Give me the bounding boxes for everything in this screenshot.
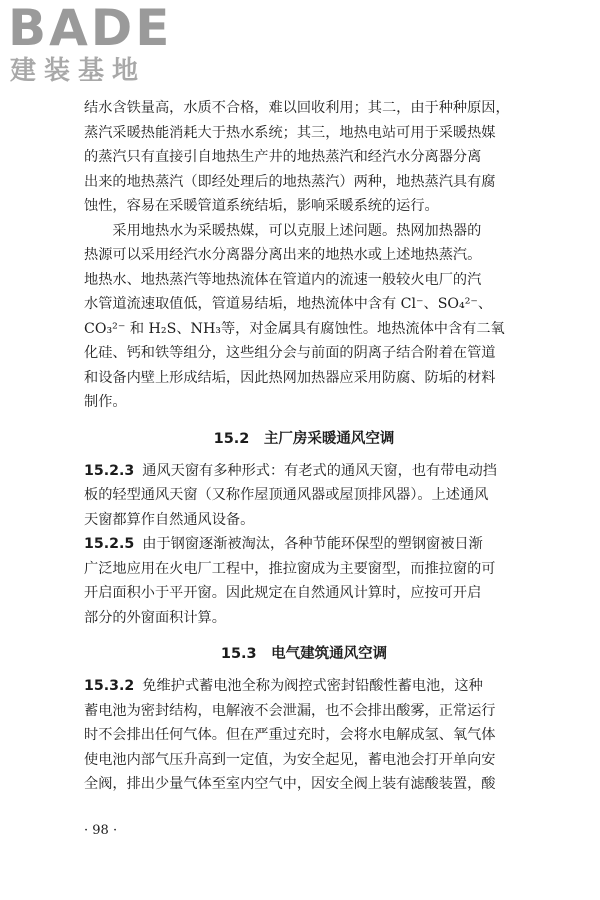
- text-line: 地热水、地热蒸汽等地热流体在管道内的流速一般较火电厂的汽: [84, 271, 482, 288]
- text-line: 的蒸汽只有直接引自地热生产井的地热蒸汽和经汽水分离器分离: [84, 149, 482, 165]
- clause-number: 15.2.5: [84, 536, 135, 552]
- text-line: 结水含铁量高，水质不合格，难以回收利用；其二，由于种种原因，: [84, 100, 510, 116]
- text-line: 免维护式蓄电池全称为阀控式密封铅酸性蓄电池，这种: [142, 678, 483, 694]
- clause-15-2-3: [84, 459, 524, 533]
- text-line: 蓄电池为密封结构，电解液不会泄漏，也不会排出酸雾，正常运行: [84, 702, 496, 719]
- text-line: 开启面积小于平开窗。因此规定在自然通风计算时，应按可开启: [84, 585, 482, 601]
- page-number: · 98 ·: [84, 823, 118, 838]
- clause-number: 15.3.2: [84, 678, 135, 694]
- text-line: 和设备内壁上形成结垢，因此热网加热器应采用防腐、防垢的材料: [84, 369, 496, 386]
- text-line: 水管道流速取值低，管道易结垢，地热流体中含有 Cl⁻、SO₄²⁻、: [84, 296, 493, 312]
- page-content: [84, 96, 524, 797]
- logo-text-en: BADE: [8, 0, 173, 57]
- text-line: 广泛地应用在火电厂工程中，推拉窗成为主要窗型，而推拉窗的可: [84, 560, 496, 577]
- text-line: 通风天窗有多种形式：有老式的通风天窗，也有带电动挡: [142, 462, 497, 479]
- paragraph-1: [84, 96, 524, 219]
- text-line: 部分的外窗面积计算。: [84, 609, 226, 626]
- text-line: 出来的地热蒸汽（即经处理后的地热蒸汽）两种，地热蒸汽具有腐: [84, 173, 496, 190]
- text-line: 时不会排出任何气体。但在严重过充时，会将水电解成氢、氧气体: [84, 727, 496, 743]
- clause-15-2-5: [84, 532, 524, 630]
- clause-number: 15.2.3: [84, 462, 135, 479]
- text-line: 采用地热水为采暖热媒，可以克服上述问题。热网加热器的: [84, 222, 482, 239]
- text-line: 蒸汽采暖热能消耗大于热水系统；其三，地热电站可用于采暖热媒: [84, 124, 496, 141]
- logo-text-cn: 建装基地: [10, 56, 147, 86]
- text-line: 蚀性，容易在采暖管道系统结垢，影响采暖系统的运行。: [84, 198, 439, 214]
- text-line: 全阀，排出少量气体至室内空气中，因安全阀上装有滤酸装置，酸: [84, 776, 496, 792]
- section-heading-15-3: 15.3 电气建筑通风空调: [220, 646, 388, 662]
- text-line: 制作。: [84, 394, 127, 410]
- text-line: 天窗都算作自然通风设备。: [84, 511, 255, 528]
- text-line: 热源可以采用经汽水分离器分离出来的地热水或上述地热蒸汽。: [84, 247, 482, 263]
- bade-logo: [4, 2, 194, 94]
- text-line: CO₃²⁻ 和 H₂S、NH₃等，对金属具有腐蚀性。地热流体中含有二氧: [84, 320, 505, 337]
- paragraph-2: [84, 219, 524, 415]
- text-line: 由于钢窗逐渐被淘汰，各种节能环保型的塑钢窗被日渐: [142, 536, 483, 552]
- text-line: 板的轻型通风天窗（又称作屋顶通风器或屋顶排风器）。上述通风: [84, 487, 489, 503]
- section-heading-15-2: 15.2 主厂房采暖通风空调: [213, 430, 395, 447]
- text-line: 化硅、钙和铁等组分，这些组分会与前面的阴离子结合附着在管道: [84, 345, 496, 361]
- clause-15-3-2: [84, 674, 524, 797]
- text-line: 使电池内部气压升高到一定值，为安全起见，蓄电池会打开单向安: [84, 751, 496, 768]
